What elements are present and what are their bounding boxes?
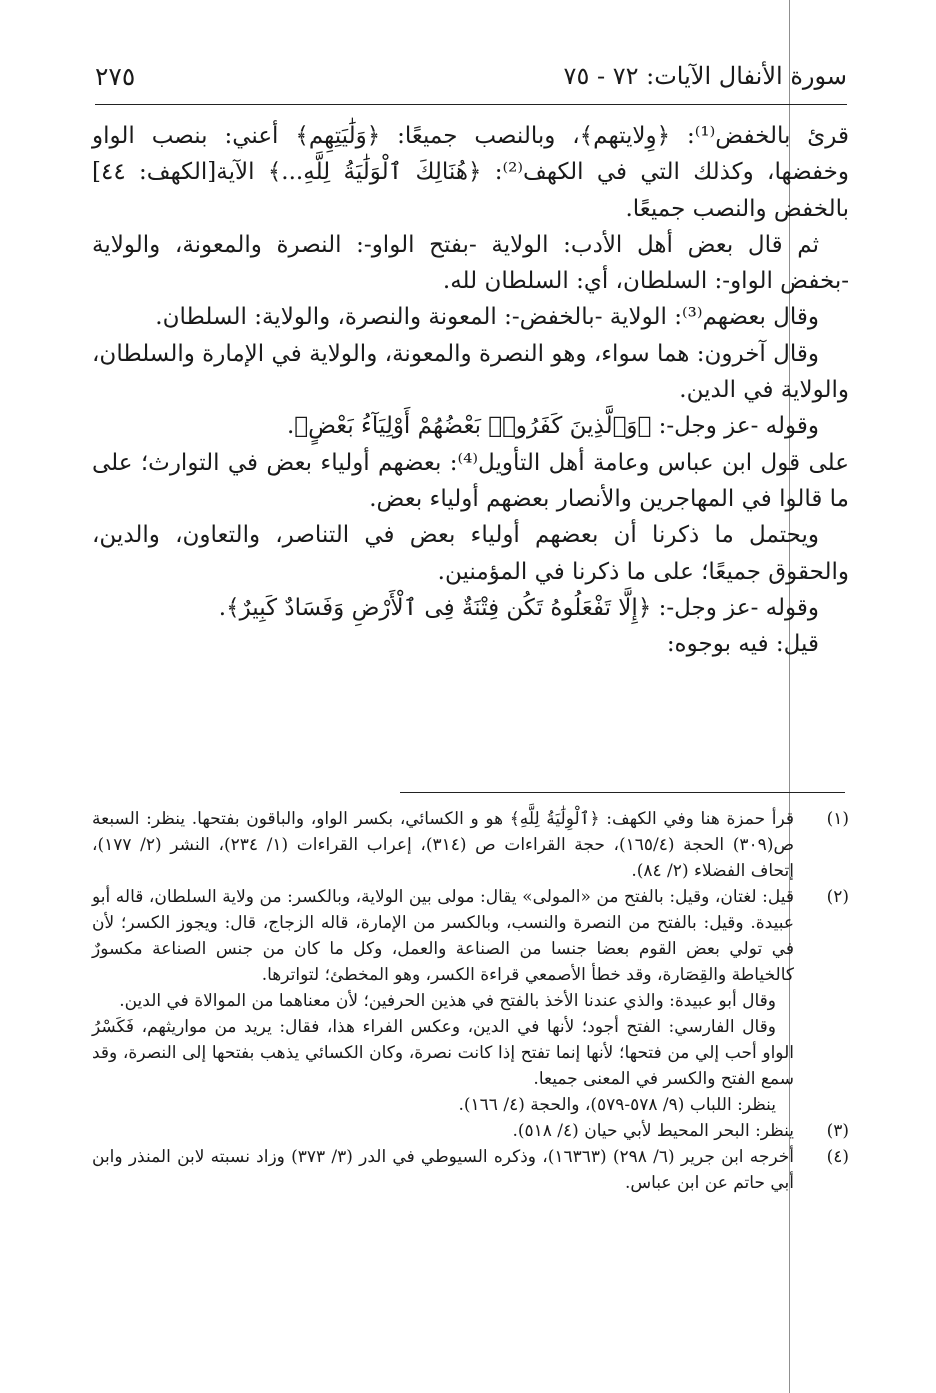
footnote-separator [400, 792, 845, 793]
footnote-text: وقال الفارسي: الفتح أجود؛ لأنها في الدين، وعكس الفراء هذا، فقال: يريد من مواريثهم، فَكَسْرُ الواو أحب إلي من فتحها؛ لأنها إنما تفتح إذا كانت نصرة، وكان الكسائي يذهب بفتحها إلى النصرة، وقد سمع الفتح والكسر في المعنى جميعا. [92, 1017, 794, 1089]
body-paragraph: وقوله -عز وجل-: ﴿وَٱلَّذِينَ كَفَرُوا۟ بَعْضُهُمْ أَوْلِيَآءُ بَعْضٍ﴾. [286, 413, 819, 440]
footnote-text: وقال أبو عبيدة: والذي عندنا الأخذ بالفتح في هذين الحرفين؛ لأن معناهما من الموالاة في الدين. [119, 991, 776, 1011]
footnote [92, 806, 849, 884]
footnotes [92, 806, 849, 1196]
main-text [92, 118, 849, 662]
footnote-text: قيل: لغتان، وقيل: بالفتح من «المولى» يقال: مولى بين الولاية، وبالكسر: من ولاية السلطان، قاله أبو عبيدة. وقيل: بالفتح من النصرة والنسب، وبالكسر من الإمارة، قاله الزجاج، قال: ويجوز الكسر؛ لأن في تولي بعض القوم بعضا جنسا من الصناعة والعمل، وكل ما كان من جنس الصناعة مكسورٌ كالخياطة والقِصَارة، وقد خطأ الأصمعي قراءة الكسر، وهو المخطئ؛ لتواترها. [92, 887, 794, 985]
footnote [92, 884, 849, 1118]
page-header [95, 60, 847, 100]
footnote-number: (٢) [826, 887, 849, 907]
footnote-number: (٣) [826, 1121, 849, 1141]
page-number: ٢٧٥ [95, 62, 136, 91]
body-paragraph: وقال بعضهم⁽³⁾: الولاية -بالخفض-: المعونة والنصرة، والولاية: السلطان. [155, 304, 819, 331]
footnote-text: ينظر: اللباب (٩/ ٥٧٨-٥٧٩)، والحجة (٤/ ١٦٦). [458, 1095, 776, 1115]
body-paragraph: على قول ابن عباس وعامة أهل التأويل⁽⁴⁾: بعضهم أولياء بعض في التوارث؛ على ما قالوا في المهاجرين والأنصار بعضهم أولياء بعض. [92, 449, 849, 512]
footnote-text: قرأ حمزة هنا وفي الكهف: ﴿ٱلْوِلَٰيَةُ لِلَّهِ﴾ هو و الكسائي، بكسر الواو، والباقون بفتحها. ينظر: السبعة ص(٣٠٩) الحجة (١٦٥/٤)، حجة القراءات ص (٣١٤)، إعراب القراءات (١/ ٢٣٤)، النشر (٢/ ١٧٧)، إتحاف الفضلاء (٢/ ٨٤). [92, 809, 794, 881]
footnote-text: أخرجه ابن جرير (٦/ ٢٩٨) (١٦٣٦٣)، وذكره السيوطي في الدر (٣/ ٣٧٣) وزاد نسبته لابن المنذر وابن أبي حاتم عن ابن عباس. [92, 1147, 794, 1193]
body-paragraph: ثم قال بعض أهل الأدب: الولاية -بفتح الواو-: النصرة والمعونة، والولاية -بخفض الواو-: السلطان، أي: السلطان لله. [92, 231, 849, 295]
body-paragraph: وقال آخرون: هما سواء، وهو النصرة والمعونة، والولاية في الإمارة والسلطان، والولاية في الدين. [92, 340, 849, 404]
footnote [92, 1144, 849, 1196]
running-title: سورة الأنفال الآيات: ٧٢ - ٧٥ [563, 62, 847, 90]
body-paragraph: ويحتمل ما ذكرنا أن بعضهم أولياء بعض في التناصر، والتعاون، والدين، والحقوق جميعًا؛ على ما ذكرنا في المؤمنين. [92, 522, 849, 585]
body-paragraph: قيل: فيه بوجوه: [666, 631, 819, 658]
footnote-number: (٤) [826, 1147, 849, 1167]
header-rule [95, 104, 847, 105]
footnote [92, 1118, 849, 1144]
body-paragraph: قرئ بالخفض⁽¹⁾: ﴿وِلايتهم﴾، وبالنصب جميعًا: ﴿وَلَٰيَتِهِم﴾ أعني: بنصب الواو وخفضها، وكذلك التي في الكهف⁽²⁾: ﴿هُنَالِكَ ٱلْوَلَٰيَةُ لِلَّهِ...﴾ الآية[الكهف: ٤٤] بالخفض والنصب جميعًا. [92, 123, 849, 222]
body-paragraph: وقوله -عز وجل-: ﴿إِلَّا تَفْعَلُوهُ تَكُن فِتْنَةٌ فِى ٱلْأَرْضِ وَفَسَادٌ كَبِيرٌ﴾. [218, 594, 819, 621]
footnote-number: (١) [826, 809, 849, 829]
footnote-text: ينظر: البحر المحيط لأبي حيان (٤/ ٥١٨). [512, 1121, 794, 1141]
